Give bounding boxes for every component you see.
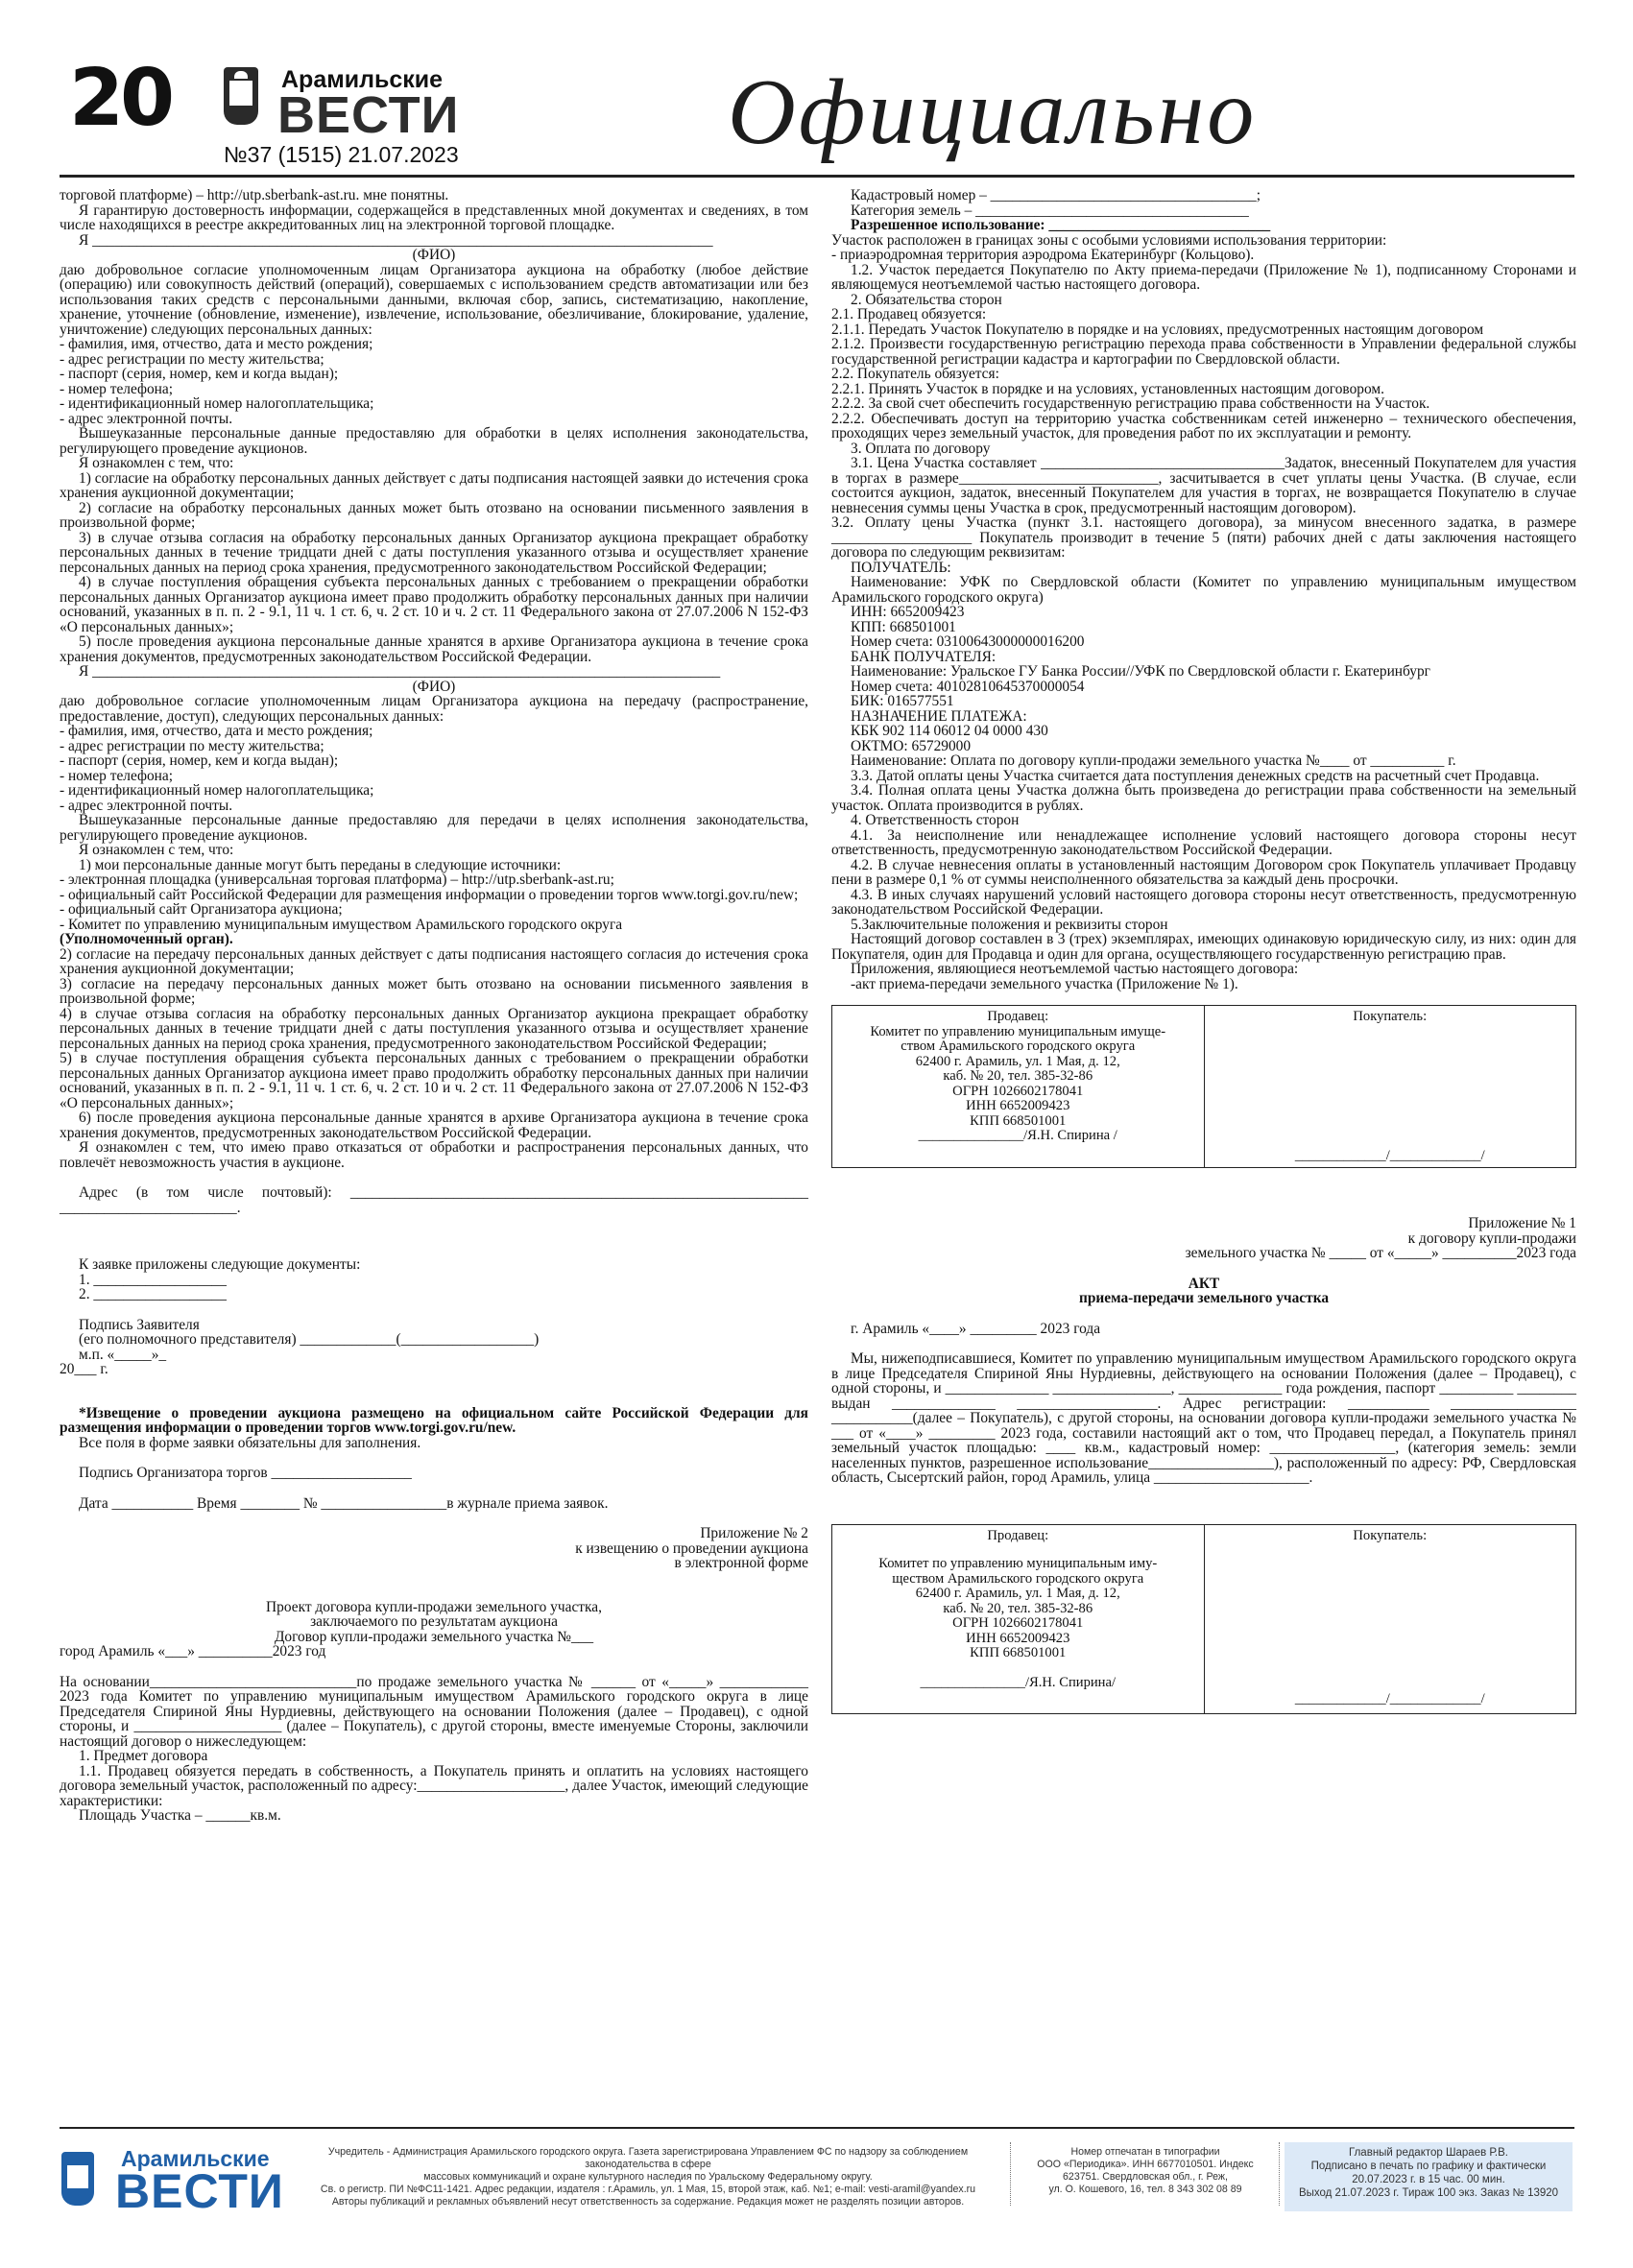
- paragraph: (его полномочного представителя) _____________(__________________): [79, 1331, 540, 1348]
- paragraph: 6) после проведения аукциона персональные данные хранятся в архиве Организатора аукциона в течение срока хранения документов, предусмотренных законодательством Российской Федерации.: [60, 1110, 808, 1141]
- paragraph: 2.2.2. Обеспечивать доступ на территорию участка собственникам сетей инженерно – технического обеспечения, проходящих через земельный участок, для проведения работ по их эксплуатации и ремонту.: [831, 410, 1576, 442]
- paragraph: АКТ: [1188, 1275, 1220, 1292]
- paragraph: - адрес регистрации по месту жительства;: [60, 737, 324, 754]
- paragraph: 4) в случае отзыва согласия на обработку персональных данных Организатор аукциона прекращает обработку персональных данных в течение тридцати дней с даты поступления указанного отзыва и осуществляет хранение персональных данных на период срока хранения, предусмотренного законодательством Российской Федерации;: [60, 1005, 808, 1052]
- paragraph: Наименование: Оплата по договору купли-продажи земельного участка №____ от __________ г.: [851, 752, 1456, 769]
- paragraph: На основании____________________________по продаже земельного участка № ______ от «_____» ____________ 2023 года Комитет по управлению муниципальным имуществом Арамильского городского округа в лице Председателя Спириной Яны Нурдиевны, действующего на основании Положения (далее – Продавец), с одной стороны, и ____________________ (далее – Покупатель), с другой стороны, вместе именуемые Стороны, заключили настоящий договор о нижеследующем:: [60, 1673, 808, 1750]
- paragraph: 4.1. За неисполнение или ненадлежащее исполнение условий настоящего договора стороны несут ответственность, предусмотренную законодательством Российской Федерации.: [831, 826, 1576, 858]
- text-line: [838, 1661, 1198, 1677]
- paragraph: Я ____________________________________________________________________________________: [79, 231, 713, 249]
- coat-of-arms-icon: [61, 2152, 94, 2206]
- paragraph: Адрес (в том числе почтовый): ______________________________________________________________ ________________________.: [60, 1184, 808, 1216]
- paragraph: торговой платформе) – http://utp.sberbank-ast.ru. мне понятны.: [60, 187, 449, 203]
- paragraph: 4.3. В иных случаях нарушений условий настоящего договора стороны несут ответственность, предусмотренную законодательством Российской Федерации.: [831, 886, 1576, 918]
- header-divider: [60, 175, 1574, 178]
- paragraph: 2.2.2. За свой счет обеспечить государственную регистрацию права собственности на Участок.: [831, 395, 1430, 412]
- seller-cell: [832, 1525, 1204, 1713]
- paragraph: - приаэродромная территория аэродрома Екатеринбург (Кольцово).: [831, 247, 1255, 263]
- contract-continuation: [831, 188, 1576, 991]
- paragraph: г. Арамиль «____» _________ 2023 года: [851, 1320, 1101, 1337]
- paragraph: - паспорт (серия, номер, кем и когда выдан);: [60, 366, 339, 382]
- paragraph: Номер счета: 40102810645370000054: [851, 678, 1085, 695]
- spacer: [60, 1659, 808, 1675]
- paragraph: город Арамиль «___» __________2023 год: [60, 1643, 326, 1659]
- text-line: ООО «Периодика». ИНН 6677010501. Индекс: [1037, 2159, 1254, 2170]
- paragraph: Я ознакомлен с тем, что:: [79, 842, 234, 858]
- act-of-transfer: [831, 1216, 1576, 1486]
- paragraph: (Уполномоченный орган).: [60, 931, 233, 947]
- newspaper-logo: [224, 61, 460, 144]
- text-line: _______________/Я.Н. Спирина /: [918, 1128, 1117, 1143]
- paragraph: Наименование: Уральское ГУ Банка России//УФК по Свердловской области г. Екатеринбург: [851, 663, 1430, 680]
- paragraph: - паспорт (серия, номер, кем и когда выдан);: [60, 752, 339, 769]
- spacer: [60, 1481, 808, 1496]
- spacer: [60, 1302, 808, 1318]
- buyer-signature: _____________/_____________/: [1294, 1147, 1485, 1163]
- paragraph: - фамилия, имя, отчество, дата и место рождения;: [60, 723, 373, 739]
- spacer: [831, 1261, 1576, 1277]
- paragraph: 1. __________________: [79, 1271, 227, 1288]
- text-line: КПП 668501001: [970, 1112, 1067, 1129]
- paragraph: 4. Ответственность сторон: [851, 812, 1020, 828]
- printer-info: [1016, 2146, 1275, 2196]
- paragraph: Приложения, являющиеся неотъемлемой частью настоящего договора:: [851, 961, 1299, 977]
- buyer-signature: _____________/_____________/: [1294, 1691, 1485, 1707]
- text-line: каб. № 20, тел. 385-32-86: [943, 1068, 1093, 1084]
- paragraph: Кадастровый номер – ____________________________________;: [851, 187, 1261, 203]
- paragraph: в электронной форме: [674, 1555, 808, 1571]
- paragraph: НАЗНАЧЕНИЕ ПЛАТЕЖА:: [851, 707, 1027, 725]
- paragraph: 5) после проведения аукциона персональные данные хранятся в архиве Организатора аукциона в течение срока хранения документов, предусмотренных законодательством Российской Федерации.: [60, 633, 808, 665]
- page-number: 20: [69, 53, 172, 144]
- spacer: [60, 1215, 808, 1257]
- paragraph: БАНК ПОЛУЧАТЕЛЯ:: [851, 648, 997, 665]
- paragraph: Проект договора купли-продажи земельного участка,: [266, 1598, 602, 1615]
- paragraph: 1.2. Участок передается Покупателю по Акту приема-передачи (Приложение № 1), подписанному Сторонами и являющемуся неотъемлемой частью настоящего договора.: [831, 261, 1576, 293]
- text-line: массовых коммуникаций и охране культурного наследия по Уральскому Федеральному округу.: [423, 2171, 873, 2183]
- paragraph: 3. Оплата по договору: [851, 440, 991, 457]
- text-line: ством Арамильского городского округа: [901, 1039, 1136, 1054]
- paragraph: (ФИО): [412, 247, 456, 263]
- paragraph: Все поля в форме заявки обязательны для заполнения.: [79, 1434, 421, 1451]
- footer-logo: [61, 2142, 282, 2219]
- paragraph: 2.2. Покупатель обязуется:: [831, 366, 999, 382]
- paragraph: - фамилия, имя, отчество, дата и место рождения;: [60, 336, 373, 352]
- paragraph: 3.4. Полная оплата цены Участка должна быть произведена до регистрации права собственности на земельный участок. Оплата производится в рублях.: [831, 782, 1576, 814]
- paragraph: ПОЛУЧАТЕЛЬ:: [851, 559, 951, 576]
- text-line: Комитет по управлению муниципальным имуще-: [870, 1023, 1166, 1039]
- paragraph: земельного участка № _____ от «_____» __________2023 года: [1185, 1245, 1576, 1261]
- paragraph: даю добровольное согласие уполномоченным лицам Организатора аукциона на передачу (распространение, предоставление, доступ), следующих персональных данных:: [60, 693, 808, 725]
- paragraph: 4) в случае поступления обращения субъекта персональных данных с требованием о прекращении обработки персональных данных Организатор аукциона имеет право продолжить обработку персональных данных при наличии оснований, указанных в п. п. 2 - 9.1, 11 ч. 1 ст. 6, ч. 2 ст. 10 и ч. 2 ст. 11 Федерального закона от 27.07.2006 N 152-ФЗ «О персональных данных»;: [60, 574, 808, 635]
- paragraph: Настоящий договор составлен в 3 (трех) экземплярах, имеющих одинаковую юридическую силу, из них: один для Покупателя, один для Продавца и один для органа, осуществляющего государственную регистрацию прав.: [831, 931, 1576, 963]
- issue-info: №37 (1515) 21.07.2023: [224, 142, 459, 167]
- paragraph: К заявке приложены следующие документы:: [79, 1256, 361, 1273]
- footer-logo-large: ВЕСТИ: [115, 2164, 284, 2218]
- editor-info: [1285, 2142, 1573, 2211]
- paragraph: Подпись Заявителя: [79, 1316, 200, 1333]
- signature-table-act: [831, 1524, 1576, 1714]
- text-line: 623751. Свердловская обл., г. Реж,: [1063, 2171, 1228, 2183]
- paragraph: - номер телефона;: [60, 380, 173, 397]
- text-line: ществом Арамильского городского округа: [892, 1570, 1144, 1587]
- paragraph: Приложение № 1: [1468, 1215, 1576, 1231]
- seller-details: [838, 1025, 1198, 1144]
- paragraph: заключаемого по результатам аукциона: [310, 1613, 558, 1630]
- text-line: ул. О. Кошевого, 16, тел. 8 343 302 08 89: [1048, 2184, 1242, 2195]
- paragraph: Разрешенное использование: ______________________________: [851, 217, 1271, 233]
- signature-table: [831, 1005, 1576, 1168]
- paragraph: 2.2.1. Принять Участок в порядке и на условиях, установленных настоящим договором.: [831, 380, 1384, 397]
- paragraph: Я _____________________________________________________________________________________: [79, 663, 721, 680]
- paragraph: 3) в случае отзыва согласия на обработку персональных данных Организатор аукциона прекращает обработку персональных данных в течение тридцати дней с даты поступления указанного отзыва и осуществляет хранение персональных данных на период срока хранения, предусмотренного законодательством Российской Федерации;: [60, 529, 808, 576]
- text-line: _______________/Я.Н. Спирина/: [920, 1675, 1117, 1690]
- paragraph: Я ознакомлен с тем, что:: [79, 455, 234, 471]
- paragraph: 3.2. Оплату цены Участка (пункт 3.1. настоящего договора), за минусом внесенного задатка, в размере ___________________ Покупатель производит в течение 5 (пяти) рабочих дней с даты заключения настоящего договора по следующим реквизитам:: [831, 514, 1576, 561]
- paragraph: Дата ___________ Время ________ № _________________в журнале приема заявок.: [79, 1494, 609, 1512]
- paragraph: 2.1.1. Передать Участок Покупателю в порядке и на условиях, предусмотренных настоящим договором: [831, 321, 1484, 338]
- text-line: Выход 21.07.2023 г. Тираж 100 экз. Заказ № 13920: [1298, 2187, 1559, 2199]
- spacer: [60, 1450, 808, 1466]
- paragraph: Площадь Участка – ______кв.м.: [79, 1807, 281, 1824]
- buyer-title: Покупатель:: [1353, 1527, 1428, 1543]
- paragraph: 5) в случае поступления обращения субъекта персональных данных с требованием о прекращении обработки персональных данных Организатор аукциона имеет право продолжить обработку персональных данных при наличии оснований, указанных в п. п. 2 - 9.1, 11 ч. 1 ст. 6, ч. 2 ст. 10 и ч. 2 ст. 11 Федерального закона от 27.07.2006 N 152-ФЗ «О персональных данных»;: [60, 1050, 808, 1111]
- paragraph: 2.1. Продавец обязуется:: [831, 306, 987, 322]
- paragraph: 20___ г.: [60, 1361, 108, 1377]
- paragraph: КБК 902 114 06012 04 0000 430: [851, 723, 1048, 739]
- paragraph: 3.1. Цена Участка составляет _________________________________Задаток, внесенный Покупателем для участия в торгах в размере___________________________, засчитывается в счет уплаты цены Участка. (В случае, если состоится аукцион, задаток, внесенный Покупателем для участия в торгах, не возвращается Покупателю в случае невнесения суммы цены Участка в срок, предусмотренный настоящим договором).: [831, 455, 1576, 516]
- paragraph: 1.1. Продавец обязуется передать в собственность, а Покупатель принять и оплатить на условиях настоящего договора земельный участок, расположенный по адресу:____________________, далее Участок, имеющий следующие характеристики:: [60, 1762, 808, 1809]
- paragraph: - адрес электронной почты.: [60, 797, 233, 814]
- paragraph: Мы, нижеподписавшиеся, Комитет по управлению муниципальным имуществом Арамильского городского округа в лице Председателя Спириной Яны Нурдиевны, действующего на основании Положения (далее – Продавец), с одной стороны, и ______________ ________________, ______________ года рождения, паспорт __________ ________ выдан ______________ ___________________. Адрес регистрации: ___________ _________________ ___________(далее – Покупатель), с другой стороны, на основании договора купли-продажи земельного участка № ___ от «____» _________ 2023 года, составили настоящий акт о том, что Продавец передал, а Покупатель принял земельный участок площадью: ____ кв.м., кадастровый номер: _________________, (категория земель: земли населенных пунктов, разрешенное использование_________________), расположенный по адресу: РФ, Свердловская область, Сысертский район, город Арамиль, улица _____________________.: [831, 1350, 1576, 1486]
- paragraph: Наименование: УФК по Свердловской области (Комитет по управлению муниципальным имуществом Арамильского городского округа): [831, 574, 1576, 606]
- paragraph: - идентификационный номер налогоплательщика;: [60, 395, 374, 412]
- paragraph: - Комитет по управлению муниципальным имуществом Арамильского городского округа: [60, 916, 623, 933]
- text-line: Учредитель - Администрация Арамильского городского округа. Газета зарегистрирована Управлением ФС по надзору за соблюдением законодательства в сфере: [327, 2146, 969, 2170]
- paragraph: 2. __________________: [79, 1286, 227, 1302]
- text-line: Св. о регистр. ПИ №ФС11-1421. Адрес редакции, издателя : г.Арамиль, ул. 1 Мая, 15, второй этаж, каб. №1; e-mail: vesti-aramil@yandex.ru: [320, 2184, 976, 2195]
- left-column: [60, 188, 808, 1824]
- paragraph: Вышеуказанные персональные данные предоставляю для обработки в целях исполнения законодательства, регулирующего проведение аукционов.: [60, 425, 808, 457]
- paragraph: - адрес регистрации по месту жительства;: [60, 350, 324, 368]
- paragraph: Вышеуказанные персональные данные предоставляю для передачи в целях исполнения законодательства, регулирующего проведение аукционов.: [60, 812, 808, 844]
- seller-details: [838, 1557, 1198, 1691]
- paragraph: Участок расположен в границах зоны с особыми условиями использования территории:: [831, 231, 1387, 249]
- publisher-info: [288, 2146, 1008, 2208]
- paragraph: 4.2. В случае невнесения оплаты в установленный настоящим Договором срок Покупатель уплачивает Продавцу пени в размере 0,1 % от суммы неисполненного обязательства за каждый день просрочки.: [831, 856, 1576, 888]
- footer-logo-small: Арамильские: [121, 2146, 270, 2171]
- paragraph: Категория земель – _____________________________________: [851, 202, 1249, 219]
- spacer: [60, 1170, 808, 1185]
- buyer-cell: [1204, 1525, 1576, 1713]
- paragraph: к извещению о проведении аукциона: [575, 1540, 808, 1557]
- paragraph: 2) согласие на обработку персональных данных может быть отозвано на основании письменного заявления в произвольной форме;: [60, 499, 808, 531]
- paragraph: БИК: 016577551: [851, 693, 954, 709]
- text-line: ИНН 6652009423: [966, 1098, 1070, 1113]
- text-line: Подписано в печать по графику и фактически: [1310, 2161, 1547, 2172]
- text-line: КПП 668501001: [970, 1645, 1067, 1660]
- paragraph: 2) согласие на передачу персональных данных действует с даты подписания настоящего согласия до истечения срока хранения аукционной документации;: [60, 945, 808, 977]
- spacer: [60, 1377, 808, 1406]
- paragraph: Приложение № 2: [700, 1525, 808, 1541]
- paragraph: Договор купли-продажи земельного участка №___: [274, 1628, 594, 1645]
- text-line: 62400 г. Арамиль, ул. 1 Мая, д. 12,: [915, 1586, 1120, 1601]
- text-line: Комитет по управлению муниципальным иму-: [878, 1556, 1158, 1571]
- spacer: [831, 1306, 1576, 1322]
- right-column: [831, 188, 1576, 1714]
- footer-separator: [1010, 2142, 1012, 2206]
- logo-title-small: Арамильские: [281, 66, 444, 93]
- paragraph: к договору купли-продажи: [1407, 1229, 1576, 1247]
- logo-title-large: ВЕСТИ: [277, 86, 460, 144]
- paragraph: Номер счета: 03100643000000016200: [851, 633, 1085, 650]
- paragraph: - номер телефона;: [60, 767, 173, 784]
- paragraph: 1. Предмет договора: [79, 1748, 208, 1764]
- paragraph: *Извещение о проведении аукциона размещено на официальном сайте Российской Федерации для размещения информации о проведении торгов www.torgi.gov.ru/new.: [60, 1404, 808, 1436]
- paragraph: - адрес электронной почты.: [60, 410, 233, 427]
- paragraph: м.п. «_____»_: [79, 1346, 167, 1363]
- paragraph: КПП: 668501001: [851, 618, 956, 635]
- text-line: ОГРН 1026602178041: [952, 1083, 1084, 1099]
- text-line: ИНН 6652009423: [966, 1630, 1070, 1646]
- spacer: [60, 1571, 808, 1600]
- paragraph: Я гарантирую достоверность информации, содержащейся в представленных мной документах и сведениях, в том числе находящихся в реестре аккредитованных лиц на электронной торговой площадке.: [60, 202, 808, 233]
- section-title: Официально: [728, 60, 1258, 164]
- text-line: ОГРН 1026602178041: [952, 1615, 1084, 1631]
- paragraph: - идентификационный номер налогоплательщика;: [60, 782, 374, 799]
- spacer: [831, 1336, 1576, 1351]
- buyer-title: Покупатель:: [1353, 1009, 1428, 1024]
- text-line: Номер отпечатан в типографии: [1070, 2146, 1220, 2158]
- paragraph: даю добровольное согласие уполномоченным лицам Организатора аукциона на обработку (любое действие (операцию) или совокупность действий (операций), совершаемых с использованием средств автоматизации или без использования таких средств с персональными данными, включая сбор, запись, систематизацию, накопление, хранение, уточнение (обновление, изменение), извлечение, использование, обезличивание, блокирование, удаление, уничтожение) следующих персональных данных:: [60, 261, 808, 338]
- paragraph: 2. Обязательства сторон: [851, 291, 1002, 308]
- spacer: [60, 1511, 808, 1526]
- paragraph: 3.3. Датой оплаты цены Участка считается дата поступления денежных средств на расчетный счет Продавца.: [851, 767, 1540, 784]
- seller-title: Продавец:: [987, 1527, 1049, 1543]
- paragraph: (ФИО): [412, 678, 456, 695]
- paragraph: ОКТМО: 65729000: [851, 737, 972, 754]
- text-line: Главный редактор Шараев Р.В.: [1349, 2147, 1508, 2159]
- paragraph: 2.1.2. Произвести государственную регистрацию перехода права собственности в Управлении федеральной службы государственной регистрации кадастра и картографии по Свердловской области.: [831, 336, 1576, 368]
- text-line: каб. № 20, тел. 385-32-86: [943, 1600, 1093, 1616]
- paragraph: 1) согласие на обработку персональных данных действует с даты подписания настоящей заявки до истечения срока хранения аукционной документации;: [60, 469, 808, 501]
- buyer-cell: [1204, 1006, 1576, 1167]
- seller-title: Продавец:: [987, 1009, 1049, 1024]
- paragraph: -акт приема-передачи земельного участка (Приложение № 1).: [851, 975, 1238, 992]
- paragraph: 1) мои персональные данные могут быть переданы в следующие источники:: [79, 856, 562, 873]
- paragraph: - официальный сайт Российской Федерации для размещения информации о проведении торгов www.torgi.gov.ru/new;: [60, 886, 799, 903]
- paragraph: ИНН: 6652009423: [851, 604, 965, 620]
- paragraph: приема-передачи земельного участка: [1078, 1290, 1330, 1306]
- paragraph: Подпись Организатора торгов ___________________: [79, 1465, 412, 1481]
- text-line: Авторы публикаций и рекламных объявлений несут ответственность за содержание. Редакция может не разделять позиции авторов.: [331, 2196, 965, 2208]
- paragraph: 5.Заключительные положения и реквизиты сторон: [851, 916, 1168, 933]
- paragraph: Я ознакомлен с тем, что имею право отказаться от обработки и распространения персональных данных, что повлечёт невозможность участия в аукционе.: [60, 1139, 808, 1171]
- footer-divider: [60, 2127, 1574, 2129]
- footer-separator: [1279, 2142, 1281, 2206]
- text-line: 20.07.2023 г. в 15 час. 00 мин.: [1352, 2174, 1505, 2185]
- seller-cell: [832, 1006, 1204, 1167]
- paragraph: - электронная площадка (универсальная торговая платформа) – http://utp.sberbank-ast.ru;: [60, 871, 614, 888]
- paragraph: - официальный сайт Организатора аукциона;: [60, 901, 343, 918]
- coat-of-arms-icon: [224, 67, 258, 125]
- paragraph: 3) согласие на передачу персональных данных может быть отозвано на основании письменного заявления в произвольной форме;: [60, 975, 808, 1007]
- text-line: 62400 г. Арамиль, ул. 1 Мая, д. 12,: [915, 1053, 1120, 1069]
